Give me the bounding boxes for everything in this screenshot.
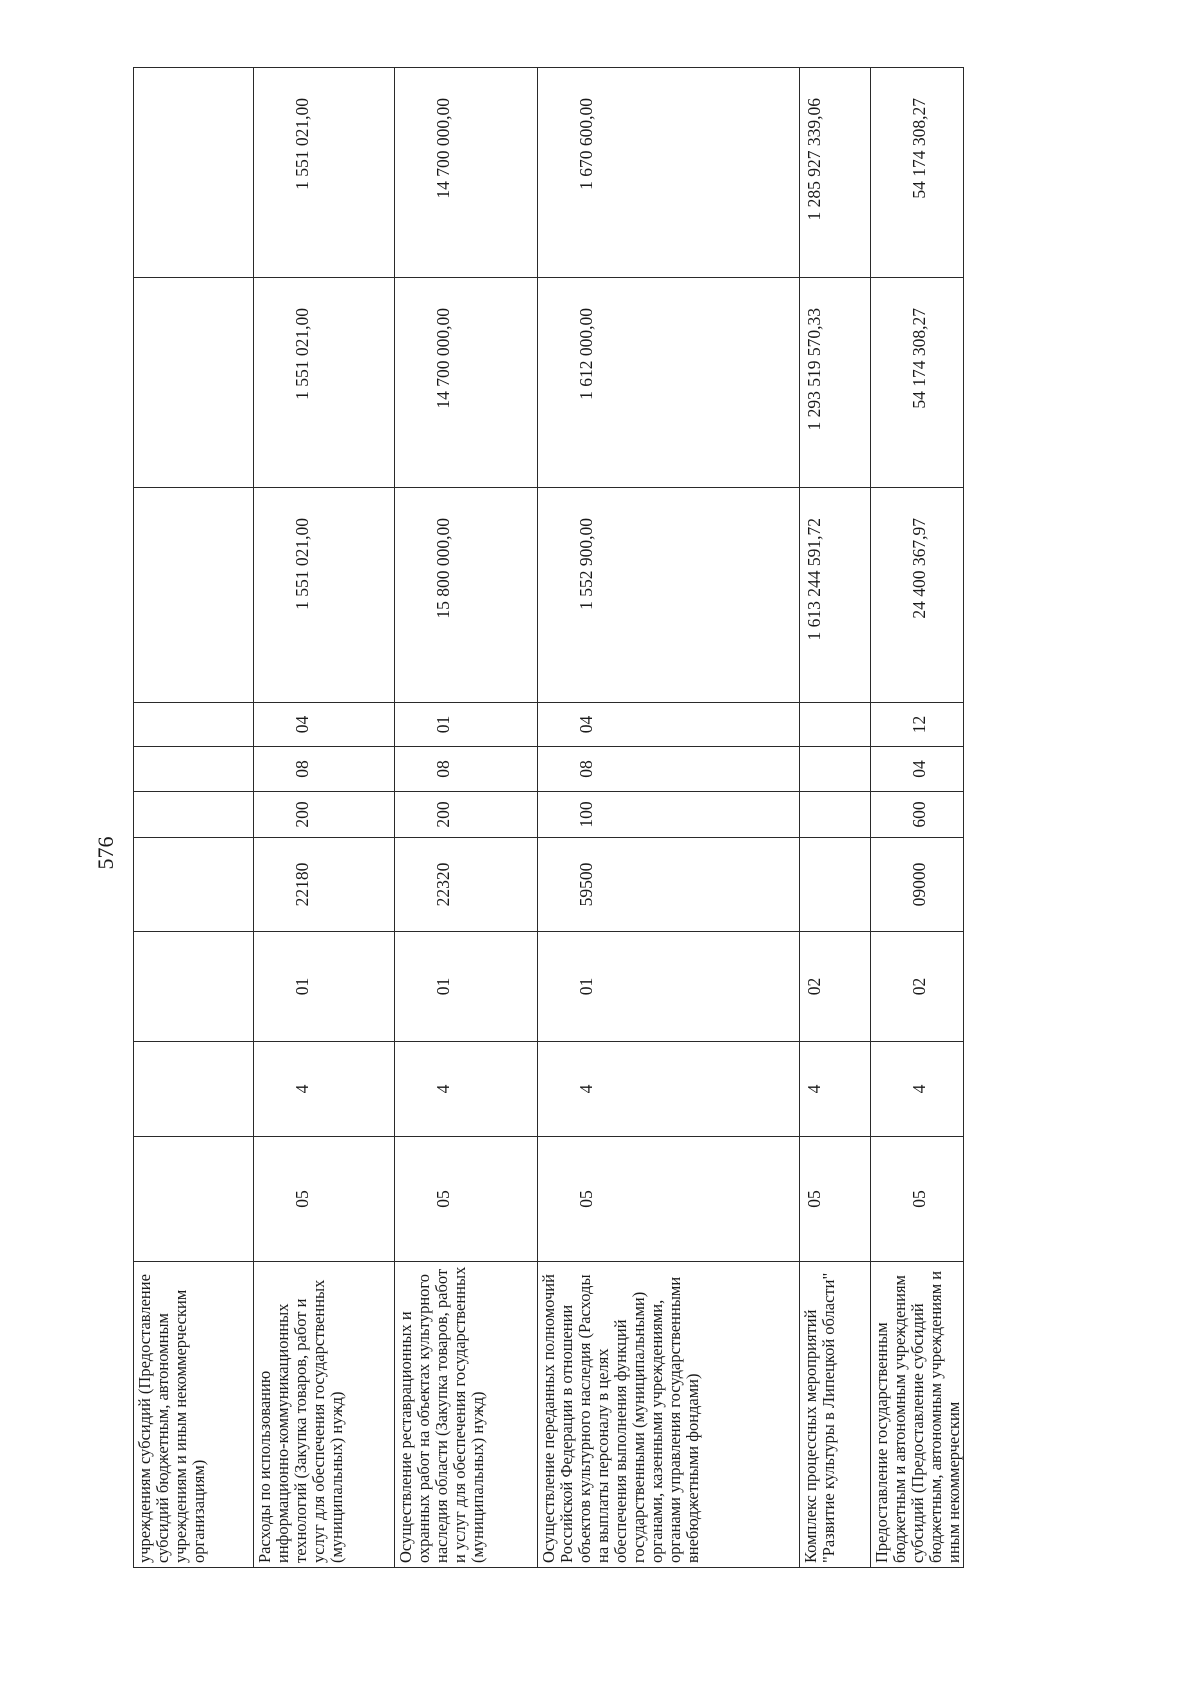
code-7: 04 [254, 703, 395, 747]
table-row [800, 68, 871, 1568]
code-2 [134, 1042, 254, 1137]
code-7 [134, 703, 254, 747]
code-1: 05 [395, 1137, 538, 1262]
row-description: учреждениям субсидий (Предоставление субсидий бюджетным, автономным учреждениям и иным некоммерческим организациям) [134, 1262, 254, 1568]
amount-1: 1 552 900,00 [538, 488, 800, 703]
code-2: 4 [254, 1042, 395, 1137]
amount-3: 1 285 927 339,06 [800, 68, 871, 278]
table-row [395, 68, 538, 1568]
amount-1: 15 800 000,00 [395, 488, 538, 703]
code-7: 04 [538, 703, 800, 747]
code-2: 4 [395, 1042, 538, 1137]
code-4 [134, 838, 254, 932]
amount-3: 14 700 000,00 [395, 68, 538, 278]
code-3: 01 [254, 932, 395, 1042]
amount-2: 54 174 308,27 [871, 278, 964, 488]
code-7: 01 [395, 703, 538, 747]
code-1: 05 [871, 1137, 964, 1262]
amount-1: 1 613 244 591,72 [800, 488, 871, 703]
code-3: 02 [800, 932, 871, 1042]
code-6: 08 [395, 747, 538, 792]
amount-1: 24 400 367,97 [871, 488, 964, 703]
table-row [538, 68, 800, 1568]
table-row [254, 68, 395, 1568]
page-number: 576 [93, 836, 118, 870]
code-2: 4 [800, 1042, 871, 1137]
code-4: 59500 [538, 838, 800, 932]
rotated-table-wrapper [133, 68, 963, 1568]
code-5 [134, 792, 254, 838]
code-4: 22180 [254, 838, 395, 932]
table-row [871, 68, 964, 1568]
row-description: Комплекс процессных мероприятий "Развитие культуры в Липецкой области" [800, 1262, 871, 1568]
code-3 [134, 932, 254, 1042]
budget-table [133, 67, 964, 1568]
table-row [134, 68, 254, 1568]
code-6 [800, 747, 871, 792]
code-1: 05 [800, 1137, 871, 1262]
row-description: Осуществление переданных полномочий Российской Федерации в отношении объектов культурного наследия (Расходы на выплаты персоналу в целях обеспечения выполнения функций государственными (муниципальными) органами, казенными учреждениями, органами управления государственными внебюджетными фондами) [538, 1262, 800, 1568]
amount-1 [134, 488, 254, 703]
code-1 [134, 1137, 254, 1262]
code-2: 4 [538, 1042, 800, 1137]
code-1: 05 [538, 1137, 800, 1262]
code-6: 08 [538, 747, 800, 792]
row-description: Расходы по использованию информационно-коммуникационных технологий (Закупка товаров, работ и услуг для обеспечения государственных (муниципальных) нужд) [254, 1262, 395, 1568]
code-5: 200 [254, 792, 395, 838]
amount-3: 1 551 021,00 [254, 68, 395, 278]
amount-3 [134, 68, 254, 278]
code-3: 01 [538, 932, 800, 1042]
code-3: 01 [395, 932, 538, 1042]
code-4 [800, 838, 871, 932]
amount-3: 54 174 308,27 [871, 68, 964, 278]
code-5 [800, 792, 871, 838]
amount-2 [134, 278, 254, 488]
code-6 [134, 747, 254, 792]
code-4: 09000 [871, 838, 964, 932]
amount-2: 1 612 000,00 [538, 278, 800, 488]
amount-2: 1 551 021,00 [254, 278, 395, 488]
code-6: 04 [871, 747, 964, 792]
code-1: 05 [254, 1137, 395, 1262]
amount-2: 14 700 000,00 [395, 278, 538, 488]
code-2: 4 [871, 1042, 964, 1137]
row-description: Осуществление реставрационных и охранных работ на объектах культурного наследия области (Закупка товаров, работ и услуг для обеспечения государственных (муниципальных) нужд) [395, 1262, 538, 1568]
code-7: 12 [871, 703, 964, 747]
code-7 [800, 703, 871, 747]
code-5: 600 [871, 792, 964, 838]
code-4: 22320 [395, 838, 538, 932]
code-5: 200 [395, 792, 538, 838]
code-5: 100 [538, 792, 800, 838]
amount-3: 1 670 600,00 [538, 68, 800, 278]
code-3: 02 [871, 932, 964, 1042]
amount-2: 1 293 519 570,33 [800, 278, 871, 488]
amount-1: 1 551 021,00 [254, 488, 395, 703]
code-6: 08 [254, 747, 395, 792]
row-description: Предоставление государственным бюджетным и автономным учреждениям субсидий (Предоставление субсидий бюджетным, автономным учреждениям и иным некоммерческим [871, 1262, 964, 1568]
